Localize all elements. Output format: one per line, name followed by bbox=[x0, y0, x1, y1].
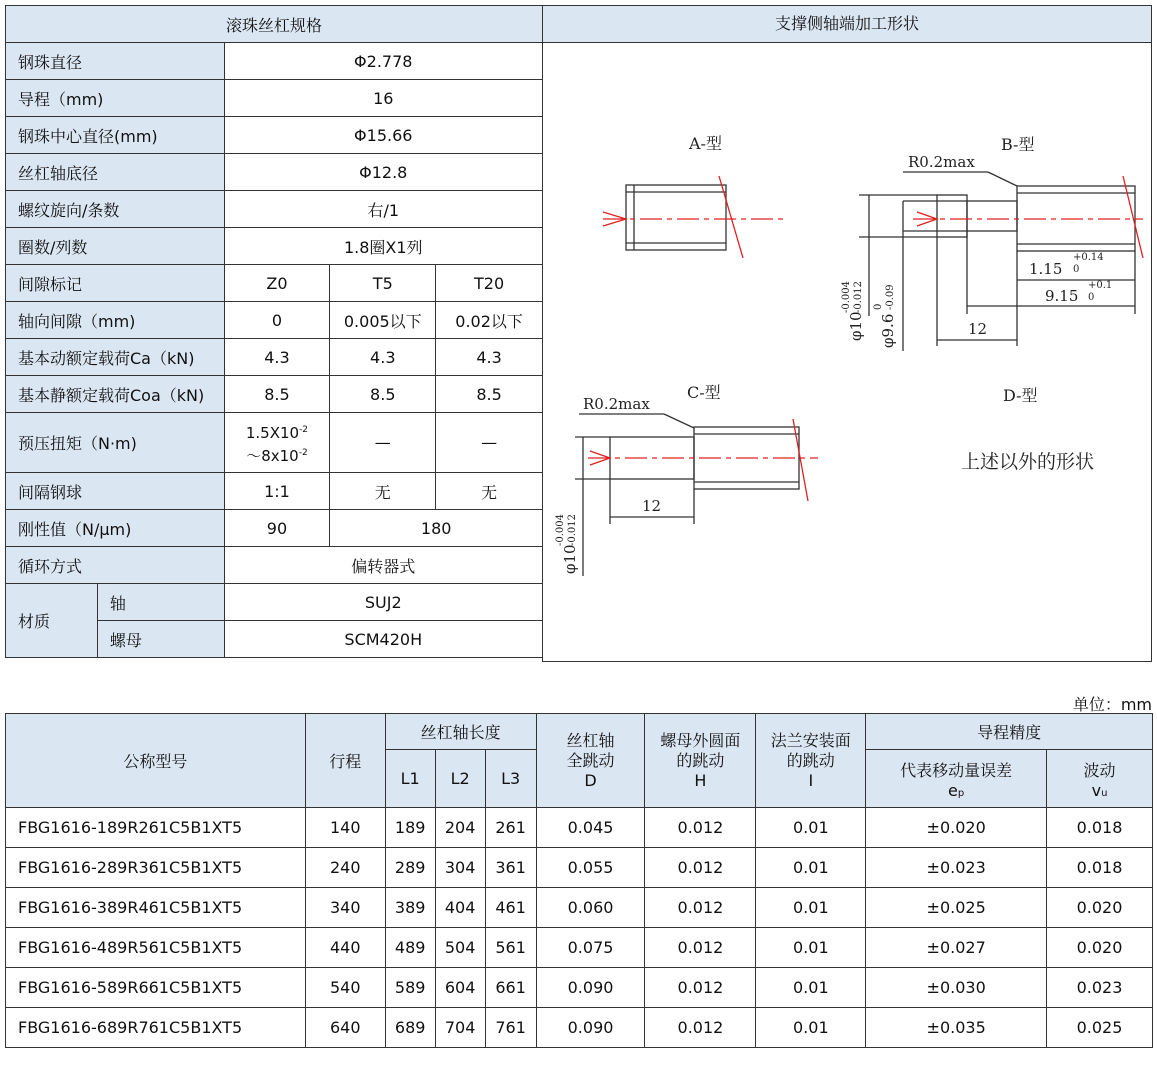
table-cell: 289 bbox=[385, 848, 435, 888]
c-radius-label: R0.2max bbox=[583, 395, 650, 413]
type-a-label: A-型 bbox=[689, 134, 722, 153]
row-label: 预压扭矩（N·m) bbox=[6, 413, 225, 473]
table-cell: ±0.020 bbox=[866, 808, 1047, 848]
row-label: 钢珠直径 bbox=[6, 43, 225, 80]
header-runout-i: 法兰安装面 的跳动 I bbox=[756, 714, 866, 808]
cell: 无 bbox=[436, 473, 543, 510]
table-cell: 589 bbox=[385, 968, 435, 1008]
table-cell: 661 bbox=[485, 968, 536, 1008]
cell: 180 bbox=[330, 510, 543, 547]
b-dia-96: φ9.6 bbox=[879, 313, 897, 348]
drawing-panel bbox=[542, 5, 1152, 662]
table-cell: 0.01 bbox=[756, 808, 866, 848]
preload-max: ～8x10 bbox=[246, 446, 299, 465]
table-row bbox=[6, 339, 543, 376]
table-cell: 0.012 bbox=[645, 968, 756, 1008]
table-cell: 0.090 bbox=[536, 968, 645, 1008]
row-sublabel: 轴 bbox=[97, 584, 224, 621]
cell: T5 bbox=[330, 265, 436, 302]
table-cell: 640 bbox=[305, 1008, 385, 1048]
row-value: 16 bbox=[224, 80, 542, 117]
table-row bbox=[6, 265, 543, 302]
drawing-title: 支撑侧轴端加工形状 bbox=[543, 6, 1151, 43]
header-lead-accuracy: 导程精度 bbox=[866, 714, 1153, 750]
table-cell: 0.020 bbox=[1047, 928, 1153, 968]
b-dia-96-tol-lo: -0.09 bbox=[885, 284, 896, 310]
header-ep bbox=[866, 750, 1047, 808]
table-cell: 0.01 bbox=[756, 928, 866, 968]
row-value: 右/1 bbox=[224, 191, 542, 228]
model-cell: FBG1616-589R661C5B1XT5 bbox=[6, 968, 306, 1008]
b-radius-label: R0.2max bbox=[908, 153, 975, 171]
table-cell: 0.075 bbox=[536, 928, 645, 968]
table-cell: 0.018 bbox=[1047, 848, 1153, 888]
table-row bbox=[6, 928, 1153, 968]
model-rows bbox=[6, 808, 1153, 1048]
table-cell: 361 bbox=[485, 848, 536, 888]
table-cell: 504 bbox=[435, 928, 485, 968]
type-a-drawing bbox=[603, 134, 788, 258]
table-cell: 440 bbox=[305, 928, 385, 968]
row-label: 钢珠中心直径(mm) bbox=[6, 117, 225, 154]
cell: 0.02以下 bbox=[436, 302, 543, 339]
spec-header: 滚珠丝杠规格 bbox=[6, 6, 543, 43]
cell: — bbox=[330, 413, 436, 473]
b-dim-915-tol-lo: 0 bbox=[1088, 292, 1095, 303]
row-label: 刚性值（N/μm) bbox=[6, 510, 225, 547]
row-value: Φ15.66 bbox=[224, 117, 542, 154]
table-row bbox=[6, 473, 543, 510]
table-cell: 0.01 bbox=[756, 968, 866, 1008]
header-l2: L2 bbox=[435, 750, 485, 808]
table-cell: 604 bbox=[435, 968, 485, 1008]
type-b-drawing bbox=[841, 135, 1143, 351]
table-cell: 0.020 bbox=[1047, 888, 1153, 928]
cell: 0.005以下 bbox=[330, 302, 436, 339]
row-value: 偏转器式 bbox=[224, 547, 542, 584]
cell: 8.5 bbox=[436, 376, 543, 413]
table-cell: 340 bbox=[305, 888, 385, 928]
cell: 无 bbox=[330, 473, 436, 510]
table-cell: ±0.035 bbox=[866, 1008, 1047, 1048]
preload-value bbox=[224, 413, 330, 473]
row-value: SUJ2 bbox=[224, 584, 542, 621]
row-value: Φ2.778 bbox=[224, 43, 542, 80]
c-dim-12: 12 bbox=[642, 497, 662, 515]
model-cell: FBG1616-289R361C5B1XT5 bbox=[6, 848, 306, 888]
c-dia-10: φ10 bbox=[561, 544, 579, 574]
header-ep-symbol: e bbox=[948, 780, 958, 800]
table-row bbox=[6, 547, 543, 584]
b-dia-96-tol-up: 0 bbox=[873, 303, 884, 310]
table-cell: ±0.030 bbox=[866, 968, 1047, 1008]
type-b-label: B-型 bbox=[1001, 135, 1035, 154]
header-model: 公称型号 bbox=[6, 714, 306, 808]
b-dia-10-group bbox=[841, 281, 865, 341]
models-table bbox=[5, 713, 1153, 1048]
header-stroke: 行程 bbox=[305, 714, 385, 808]
b-dia-10-tol-lo: -0.012 bbox=[853, 280, 864, 313]
header-vu-subscript: u bbox=[1101, 787, 1108, 799]
header-ep-subscript: p bbox=[957, 787, 965, 799]
table-cell: 189 bbox=[385, 808, 435, 848]
row-value: 1.8圈X1列 bbox=[224, 228, 542, 265]
row-value: Φ12.8 bbox=[224, 154, 542, 191]
table-cell: 0.060 bbox=[536, 888, 645, 928]
row-label: 间隔钢球 bbox=[6, 473, 225, 510]
row-label: 轴向间隙（mm) bbox=[6, 302, 225, 339]
table-cell: 0.090 bbox=[536, 1008, 645, 1048]
table-cell: 489 bbox=[385, 928, 435, 968]
spec-table bbox=[5, 5, 543, 658]
row-label: 丝杠轴底径 bbox=[6, 154, 225, 191]
header-runout-d: 丝杠轴 全跳动 D bbox=[536, 714, 645, 808]
table-cell: 389 bbox=[385, 888, 435, 928]
row-label: 基本动额定载荷Ca（kN) bbox=[6, 339, 225, 376]
cell: Z0 bbox=[224, 265, 330, 302]
table-cell: ±0.027 bbox=[866, 928, 1047, 968]
row-label: 材质 bbox=[6, 584, 98, 658]
model-cell: FBG1616-189R261C5B1XT5 bbox=[6, 808, 306, 848]
table-row bbox=[6, 808, 1153, 848]
table-row bbox=[6, 302, 543, 339]
header-runout-h: 螺母外圆面 的跳动 H bbox=[645, 714, 756, 808]
row-label: 螺纹旋向/条数 bbox=[6, 191, 225, 228]
header-l3: L3 bbox=[485, 750, 536, 808]
c-dia-10-tol-lo: -0.012 bbox=[567, 513, 578, 546]
header-ep-label: 代表移动量误差 bbox=[900, 760, 1013, 780]
cell: T20 bbox=[436, 265, 543, 302]
table-cell: 0.012 bbox=[645, 928, 756, 968]
model-cell: FBG1616-489R561C5B1XT5 bbox=[6, 928, 306, 968]
table-row bbox=[6, 117, 543, 154]
table-cell: 0.023 bbox=[1047, 968, 1153, 1008]
header-vu-label: 波动 bbox=[1083, 760, 1116, 780]
header-length: 丝杠轴长度 bbox=[385, 714, 536, 750]
header-l1: L1 bbox=[385, 750, 435, 808]
table-cell: 0.045 bbox=[536, 808, 645, 848]
table-row bbox=[6, 1008, 1153, 1048]
cell: 1:1 bbox=[224, 473, 330, 510]
row-label: 基本静额定载荷Coa（kN) bbox=[6, 376, 225, 413]
table-cell: 0.018 bbox=[1047, 808, 1153, 848]
cell: 4.3 bbox=[330, 339, 436, 376]
b-dim-915-tol-up: +0.1 bbox=[1088, 280, 1113, 291]
type-d-text: 上述以外的形状 bbox=[961, 451, 1095, 473]
table-row bbox=[6, 413, 543, 473]
b-dim-115: 1.15 bbox=[1029, 260, 1063, 278]
table-cell: ±0.025 bbox=[866, 888, 1047, 928]
table-row bbox=[6, 191, 543, 228]
model-cell: FBG1616-389R461C5B1XT5 bbox=[6, 888, 306, 928]
table-cell: 561 bbox=[485, 928, 536, 968]
table-row bbox=[6, 228, 543, 265]
table-cell: 0.025 bbox=[1047, 1008, 1153, 1048]
shaft-end-drawing bbox=[543, 6, 1153, 663]
cell: — bbox=[436, 413, 543, 473]
table-row bbox=[6, 968, 1153, 1008]
cell: 90 bbox=[224, 510, 330, 547]
table-cell: 240 bbox=[305, 848, 385, 888]
table-cell: 0.01 bbox=[756, 888, 866, 928]
preload-max-exp: -2 bbox=[298, 447, 308, 458]
cell: 4.3 bbox=[224, 339, 330, 376]
table-cell: 140 bbox=[305, 808, 385, 848]
table-row bbox=[6, 510, 543, 547]
header-vu bbox=[1047, 750, 1153, 808]
table-cell: 0.012 bbox=[645, 848, 756, 888]
table-cell: 0.01 bbox=[756, 848, 866, 888]
table-cell: 0.055 bbox=[536, 848, 645, 888]
b-dim-915: 9.15 bbox=[1045, 287, 1079, 305]
b-dim-12: 12 bbox=[968, 320, 988, 338]
row-label: 循环方式 bbox=[6, 547, 225, 584]
table-cell: 304 bbox=[435, 848, 485, 888]
b-dia-10-tol-up: -0.004 bbox=[841, 280, 852, 313]
table-row bbox=[6, 154, 543, 191]
b-dim-115-tol-up: +0.14 bbox=[1073, 252, 1104, 263]
table-cell: 0.01 bbox=[756, 1008, 866, 1048]
table-cell: 704 bbox=[435, 1008, 485, 1048]
c-dia-10-group bbox=[555, 514, 579, 574]
type-c-drawing bbox=[555, 383, 818, 576]
cell: 0 bbox=[224, 302, 330, 339]
cell: 8.5 bbox=[330, 376, 436, 413]
cell: 4.3 bbox=[436, 339, 543, 376]
table-cell: 0.012 bbox=[645, 1008, 756, 1048]
b-dia-96-group bbox=[873, 284, 897, 348]
table-cell: 204 bbox=[435, 808, 485, 848]
table-cell: 689 bbox=[385, 1008, 435, 1048]
table-cell: 404 bbox=[435, 888, 485, 928]
table-row bbox=[6, 376, 543, 413]
row-value: SCM420H bbox=[224, 621, 542, 658]
preload-min: 1.5X10 bbox=[245, 423, 300, 442]
table-cell: 0.012 bbox=[645, 888, 756, 928]
model-cell: FBG1616-689R761C5B1XT5 bbox=[6, 1008, 306, 1048]
header-vu-symbol: v bbox=[1091, 780, 1102, 800]
preload-min-exp: -2 bbox=[299, 424, 309, 435]
table-row bbox=[6, 43, 543, 80]
row-label: 导程（mm) bbox=[6, 80, 225, 117]
unit-label: 单位：mm bbox=[1072, 695, 1152, 714]
table-cell: 261 bbox=[485, 808, 536, 848]
c-dia-10-tol-up: -0.004 bbox=[555, 513, 566, 546]
type-d-label: D-型 bbox=[1003, 386, 1038, 405]
table-row bbox=[6, 584, 543, 621]
table-cell: 0.012 bbox=[645, 808, 756, 848]
row-sublabel: 螺母 bbox=[97, 621, 224, 658]
row-label: 圈数/列数 bbox=[6, 228, 225, 265]
table-cell: 461 bbox=[485, 888, 536, 928]
table-cell: 761 bbox=[485, 1008, 536, 1048]
table-cell: ±0.023 bbox=[866, 848, 1047, 888]
b-dia-10: φ10 bbox=[847, 311, 865, 341]
type-c-label: C-型 bbox=[687, 383, 721, 402]
table-row bbox=[6, 888, 1153, 928]
b-dim-115-tol-lo: 0 bbox=[1073, 264, 1080, 275]
table-row bbox=[6, 848, 1153, 888]
row-label: 间隙标记 bbox=[6, 265, 225, 302]
cell: 8.5 bbox=[224, 376, 330, 413]
table-row bbox=[6, 80, 543, 117]
table-cell: 540 bbox=[305, 968, 385, 1008]
